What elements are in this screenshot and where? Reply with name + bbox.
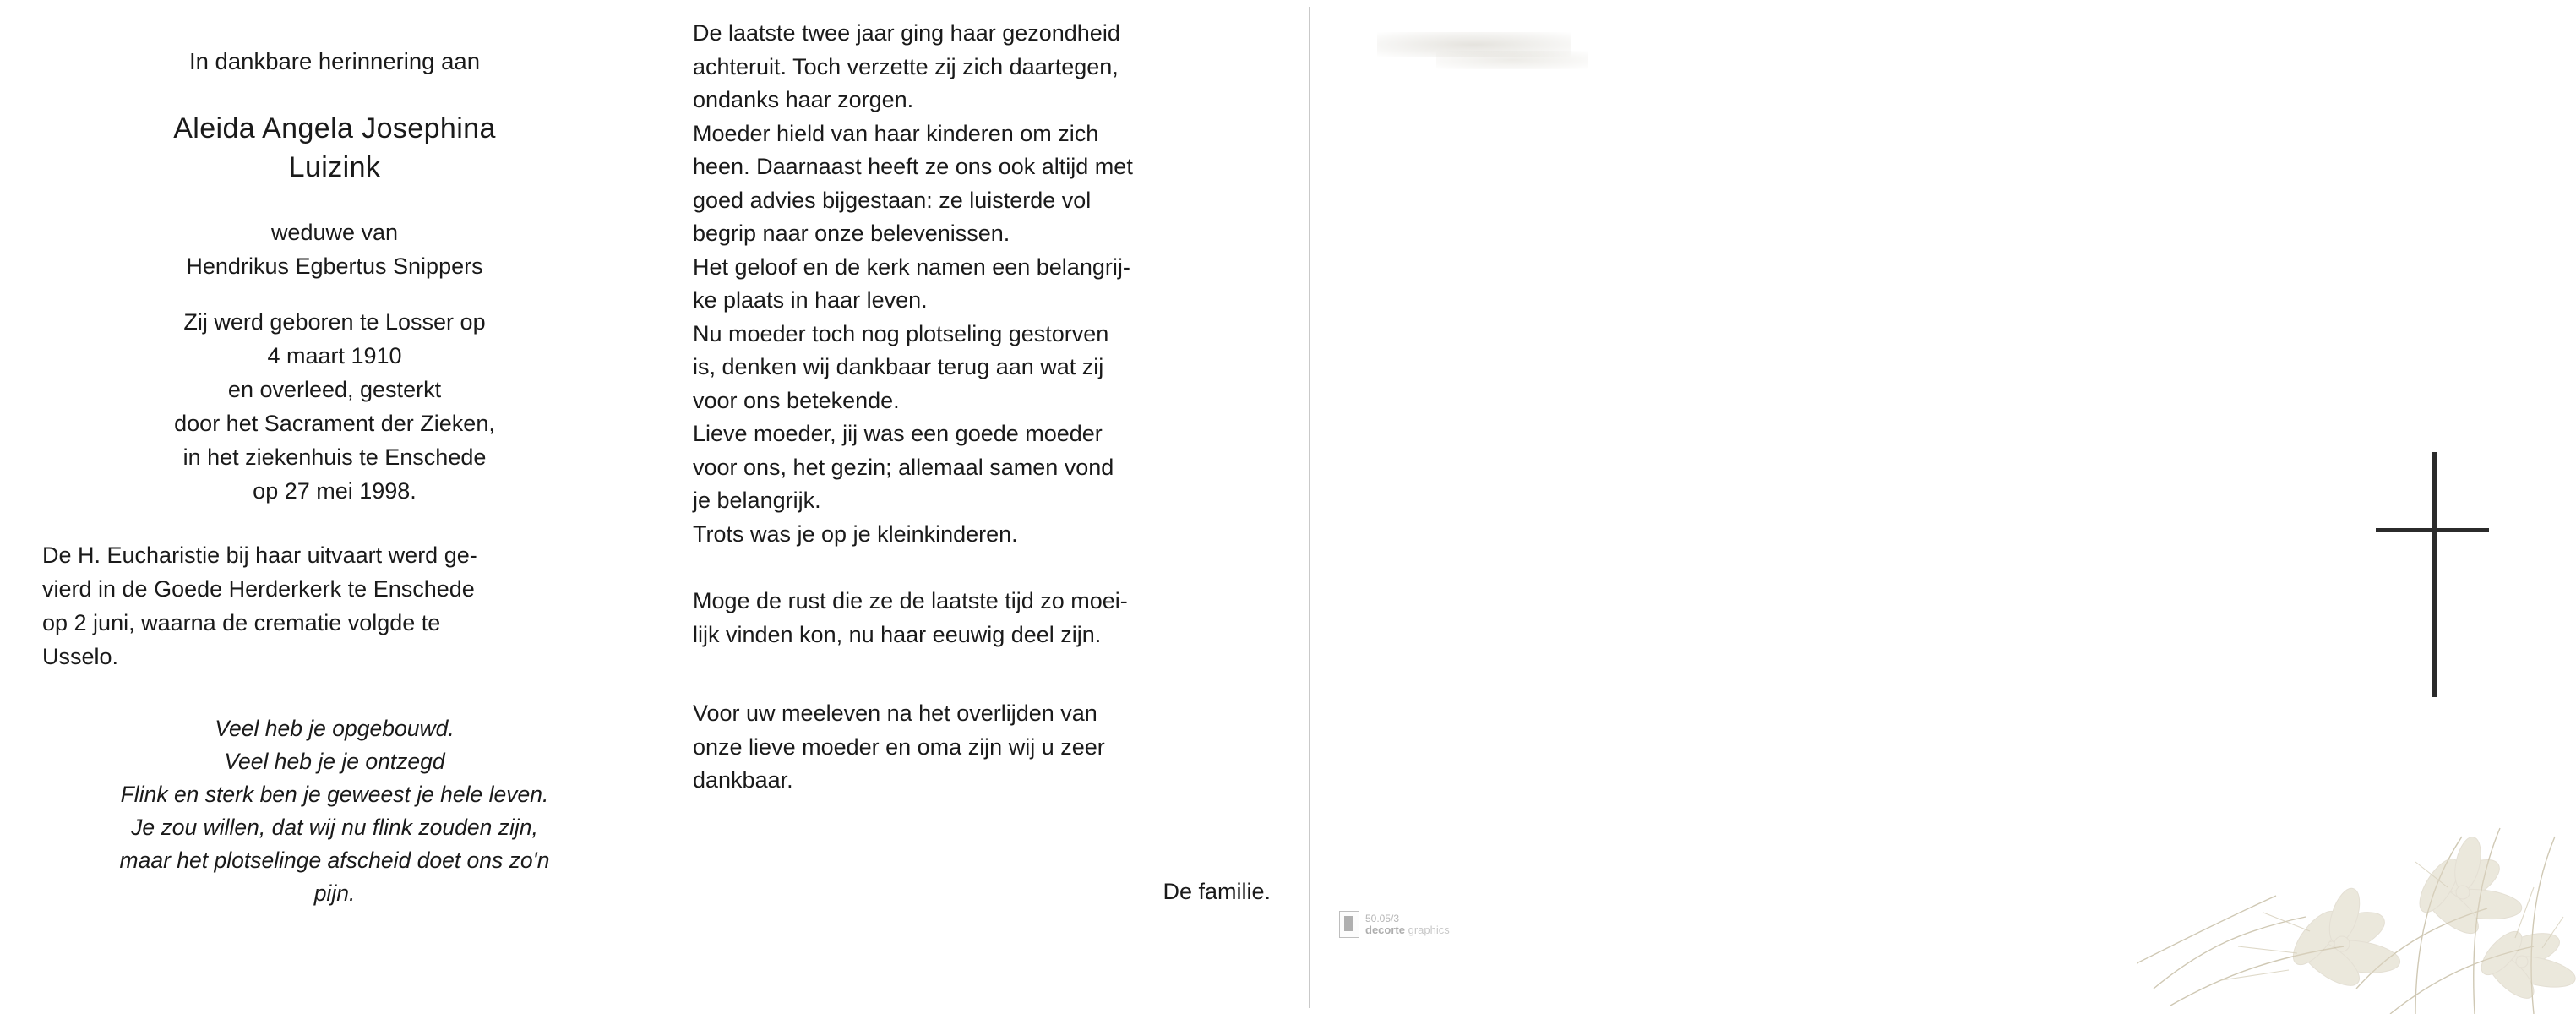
middle-panel: [667, 0, 1310, 1014]
left-panel-content: [42, 44, 627, 910]
tribute-line: Trots was je op je kleinkinderen.: [693, 521, 1018, 547]
spouse-name: Hendrikus Egbertus Snippers: [186, 254, 483, 279]
tribute-line: Moeder hield van haar kinderen om zich: [693, 120, 1099, 146]
tribute-paragraph: [693, 17, 1284, 117]
poem-line: Veel heb je opgebouwd.: [215, 716, 455, 741]
tribute-paragraph: [693, 251, 1284, 318]
funeral-service-line: op 2 juni, waarna de crematie volgde te: [42, 610, 441, 635]
tribute-line: Nu moeder toch nog plotseling gestorven: [693, 320, 1109, 346]
thanks-paragraph: [693, 697, 1284, 798]
tribute-line: ondanks haar zorgen.: [693, 87, 914, 112]
poem-line: pijn.: [313, 880, 356, 906]
tribute-line: Het geloof en de kerk namen een belangrij-: [693, 254, 1130, 280]
thanks-line: Voor uw meeleven na het overlijden van: [693, 701, 1097, 726]
right-panel: [1310, 0, 2576, 1014]
paragraph-spacer: [693, 651, 1284, 697]
printer-name-light: graphics: [1408, 924, 1450, 936]
birth-death-line: in het ziekenhuis te Enschede: [182, 444, 487, 470]
rest-wish-line: lijk vinden kon, nu haar eeuwig deel zijn.: [693, 621, 1102, 647]
printer-logo-icon: [1339, 911, 1359, 938]
poem-line: Veel heb je je ontzegd: [224, 749, 445, 774]
deceased-name-line-1: Aleida Angela Josephina: [173, 112, 496, 144]
printer-mark: [1339, 911, 1450, 938]
poem-line: Flink en sterk ben je geweest je hele leven.: [120, 782, 549, 807]
birth-death-line: Zij werd geboren te Losser op: [183, 309, 486, 335]
middle-panel-content: [693, 17, 1284, 908]
signature-line: De familie.: [1163, 878, 1271, 904]
funeral-service-line: Usselo.: [42, 644, 119, 669]
tribute-line: goed advies bijgestaan: ze luisterde vol: [693, 187, 1092, 213]
thanks-line: onze lieve moeder en oma zijn wij u zeer: [693, 733, 1105, 760]
birth-death-block: [42, 305, 627, 508]
tribute-paragraph: [693, 117, 1284, 251]
tribute-line: achteruit. Toch verzette zij zich daartegen,: [693, 53, 1119, 79]
birth-death-line: door het Sacrament der Zieken,: [174, 411, 495, 436]
poem-line: Je zou willen, dat wij nu flink zouden zijn,: [131, 815, 538, 840]
tribute-line: begrip naar onze belevenissen.: [693, 221, 1010, 246]
poem-line: maar het plotselinge afscheid doet ons zo'n: [119, 848, 550, 873]
birth-death-line: 4 maart 1910: [267, 343, 402, 368]
tribute-paragraph: [693, 318, 1284, 418]
widow-label: weduwe van: [270, 220, 399, 245]
poem-block: [42, 712, 627, 910]
memoriam-line: In dankbare herinnering aan: [188, 48, 480, 74]
deceased-name-line-2: Luizink: [288, 151, 381, 183]
tribute-line: ke plaats in haar leven.: [693, 287, 928, 313]
funeral-service-line: De H. Eucharistie bij haar uitvaart werd ge-: [42, 542, 477, 568]
widow-block: [42, 215, 627, 283]
tribute-line: heen. Daarnaast heeft ze ons ook altijd met: [693, 154, 1133, 179]
tribute-line: De laatste twee jaar ging haar gezondheid: [693, 20, 1120, 46]
paragraph-spacer: [693, 551, 1284, 585]
rest-wish-paragraph: [693, 585, 1284, 651]
tribute-paragraph: [693, 417, 1284, 518]
cross-horizontal-bar: [2376, 528, 2489, 532]
left-panel: [0, 0, 667, 1014]
tribute-line: Lieve moeder, jij was een goede moeder: [693, 421, 1103, 446]
funeral-service-block: [42, 538, 627, 673]
tribute-line: je belangrijk.: [693, 488, 821, 513]
birth-death-line: en overleed, gesterkt: [227, 377, 442, 402]
birth-death-line: op 27 mei 1998.: [253, 478, 417, 504]
printer-name-bold: decorte: [1365, 924, 1405, 936]
tribute-line: voor ons, het gezin; allemaal samen vond: [693, 454, 1114, 480]
printer-code: 50.05/3: [1365, 913, 1400, 924]
thanks-line: dankbaar.: [693, 767, 793, 793]
rest-wish-line: Moge de rust die ze de laatste tijd zo moei-: [693, 588, 1128, 613]
tribute-line: voor ons betekende.: [693, 387, 900, 413]
printer-name: [1365, 924, 1450, 936]
cross-vertical-bar: [2432, 452, 2437, 697]
tribute-paragraph: [693, 518, 1284, 552]
printer-mark-texts: [1365, 913, 1450, 936]
funeral-service-line: vierd in de Goede Herderkerk te Enschede: [42, 576, 475, 602]
deceased-name: [42, 109, 627, 187]
tribute-line: is, denken wij dankbaar terug aan wat zij: [693, 354, 1104, 379]
